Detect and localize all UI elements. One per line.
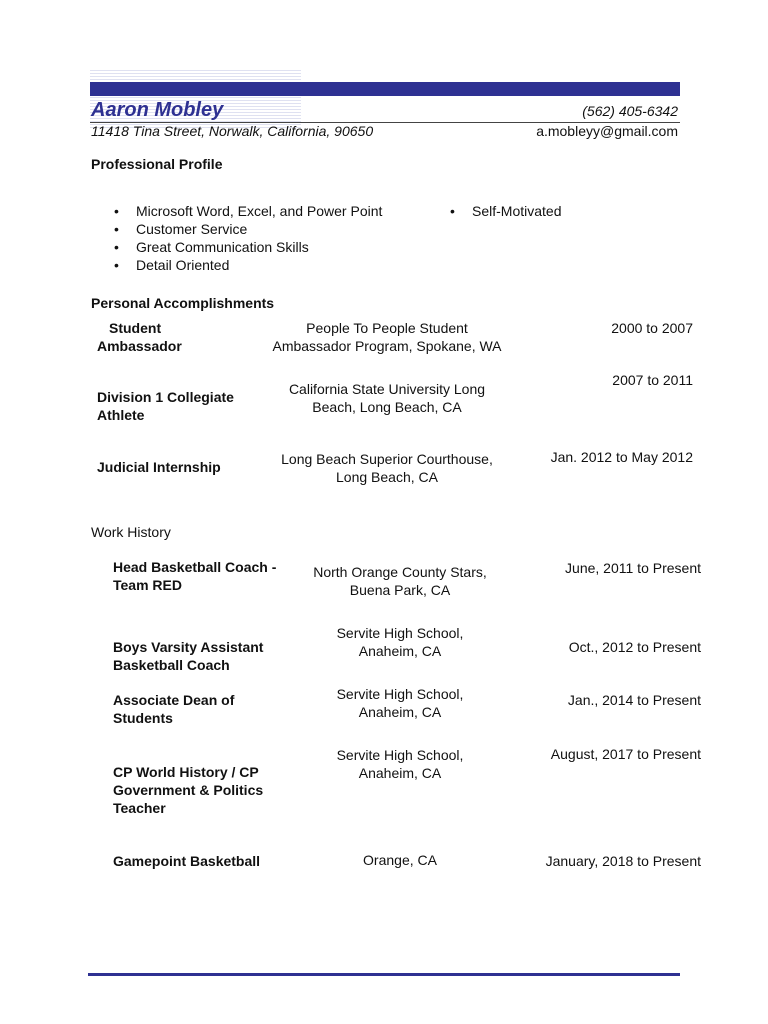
job-dates: June, 2011 to Present [565, 560, 701, 576]
job-dates: Oct., 2012 to Present [568, 639, 701, 655]
accomplishment-role: Judicial Internship [97, 459, 221, 475]
job-dates: Jan., 2014 to Present [567, 692, 701, 708]
accomplishment-dates: 2000 to 2007 [611, 320, 693, 336]
job-title: Gamepoint Basketball [113, 853, 261, 869]
resume-name: Aaron Mobley [91, 99, 224, 121]
footer-divider [88, 973, 680, 976]
bullet-icon: • [114, 203, 119, 219]
job-title: CP World History / CP Government & Politics Teacher [113, 764, 264, 816]
skill-text: Microsoft Word, Excel, and Power Point [136, 203, 383, 219]
accomplishment-role: Student Ambassador [97, 320, 182, 354]
phone-number: (562) 405-6342 [582, 103, 678, 119]
job-location: Servite High School, Anaheim, CA [336, 625, 464, 659]
email-address: a.mobleyy@gmail.com [536, 123, 678, 139]
bullet-icon: • [450, 203, 455, 219]
accomplishment-dates: 2007 to 2011 [612, 372, 693, 388]
section-title-personal-accomplishments: Personal Accomplishments [91, 295, 275, 311]
job-title: Associate Dean of Students [113, 692, 235, 726]
skill-text: Detail Oriented [136, 257, 230, 273]
bullet-icon: • [114, 239, 119, 255]
job-location: Servite High School, Anaheim, CA [336, 686, 464, 720]
accomplishment-place: California State University Long Beach, Long Beach, CA [288, 381, 486, 415]
skill-text: Great Communication Skills [136, 239, 309, 255]
accomplishment-role: Division 1 Collegiate Athlete [97, 389, 234, 423]
job-location: Servite High School, Anaheim, CA [336, 747, 464, 781]
job-dates: January, 2018 to Present [545, 853, 701, 869]
job-title: Head Basketball Coach - Team RED [113, 559, 277, 593]
accomplishment-place: People To People Student Ambassador Program, Spokane, WA [272, 320, 502, 354]
header-accent-bar [90, 82, 680, 96]
job-title: Boys Varsity Assistant Basketball Coach [113, 639, 264, 673]
job-location: North Orange County Stars, Buena Park, CA [313, 564, 487, 598]
job-location: Orange, CA [363, 852, 437, 868]
skill-text: Self-Motivated [472, 203, 562, 219]
section-title-professional-profile: Professional Profile [91, 156, 223, 172]
section-title-work-history: Work History [91, 524, 171, 540]
skill-text: Customer Service [136, 221, 248, 237]
job-dates: August, 2017 to Present [550, 746, 701, 762]
accomplishment-place: Long Beach Superior Courthouse, Long Beach, CA [281, 451, 493, 485]
bullet-icon: • [114, 221, 119, 237]
accomplishment-dates: Jan. 2012 to May 2012 [550, 449, 693, 465]
home-address: 11418 Tina Street, Norwalk, California, 90650 [91, 123, 374, 139]
bullet-icon: • [114, 257, 119, 273]
